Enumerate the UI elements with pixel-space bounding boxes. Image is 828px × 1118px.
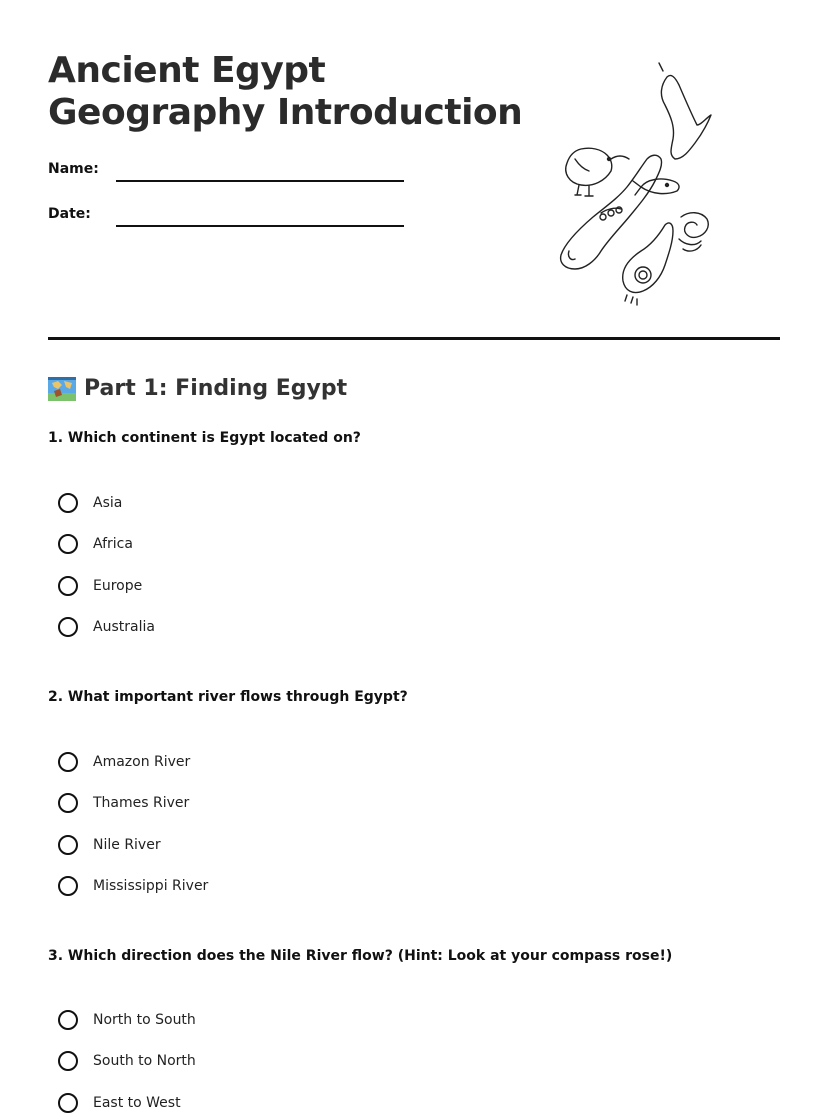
question-3: 3. Which direction does the Nile River flow? (Hint: Look at your compass rose!) [48, 948, 673, 964]
radio-button[interactable] [58, 1093, 78, 1113]
date-field [48, 205, 408, 229]
radio-button[interactable] [58, 1051, 78, 1071]
option-label: Nile River [93, 837, 161, 853]
radio-button[interactable] [58, 534, 78, 554]
section-divider [48, 337, 780, 340]
name-label: Name: [48, 161, 99, 177]
radio-button[interactable] [58, 1010, 78, 1030]
option-label: South to North [93, 1053, 196, 1069]
q1-option-europe[interactable] [58, 574, 142, 598]
radio-button[interactable] [58, 793, 78, 813]
name-input-line[interactable] [116, 180, 404, 182]
option-label: Africa [93, 536, 133, 552]
section-title: Part 1: Finding Egypt [84, 376, 348, 401]
radio-button[interactable] [58, 752, 78, 772]
q3-option-south-to-north[interactable] [58, 1049, 196, 1073]
section-heading [48, 374, 347, 404]
radio-button[interactable] [58, 876, 78, 896]
worksheet-title [48, 50, 522, 134]
name-field [48, 160, 408, 184]
radio-button[interactable] [58, 493, 78, 513]
question-1: 1. Which continent is Egypt located on? [48, 430, 361, 446]
map-illustration-icon [555, 55, 720, 310]
option-label: East to West [93, 1095, 181, 1111]
option-label: Mississippi River [93, 878, 209, 894]
q2-option-mississippi[interactable] [58, 874, 208, 898]
q3-option-north-to-south[interactable] [58, 1008, 196, 1032]
option-label: North to South [93, 1012, 196, 1028]
q2-option-amazon[interactable] [58, 750, 190, 774]
option-label: Thames River [93, 795, 190, 811]
q1-option-asia[interactable] [58, 491, 122, 515]
world-map-icon [48, 377, 76, 401]
title-line-1: Ancient Egypt [48, 50, 326, 91]
date-label: Date: [48, 206, 91, 222]
q1-option-africa[interactable] [58, 532, 133, 556]
option-label: Amazon River [93, 754, 191, 770]
option-label: Asia [93, 495, 123, 511]
option-label: Europe [93, 578, 143, 594]
q3-option-east-to-west[interactable] [58, 1091, 181, 1115]
q2-option-nile[interactable] [58, 833, 161, 857]
radio-button[interactable] [58, 576, 78, 596]
question-2: 2. What important river flows through Egypt? [48, 689, 408, 705]
radio-button[interactable] [58, 617, 78, 637]
q2-option-thames[interactable] [58, 791, 189, 815]
option-label: Australia [93, 619, 155, 635]
radio-button[interactable] [58, 835, 78, 855]
title-line-2: Geography Introduction [48, 92, 523, 133]
q1-option-australia[interactable] [58, 615, 155, 639]
date-input-line[interactable] [116, 225, 404, 227]
